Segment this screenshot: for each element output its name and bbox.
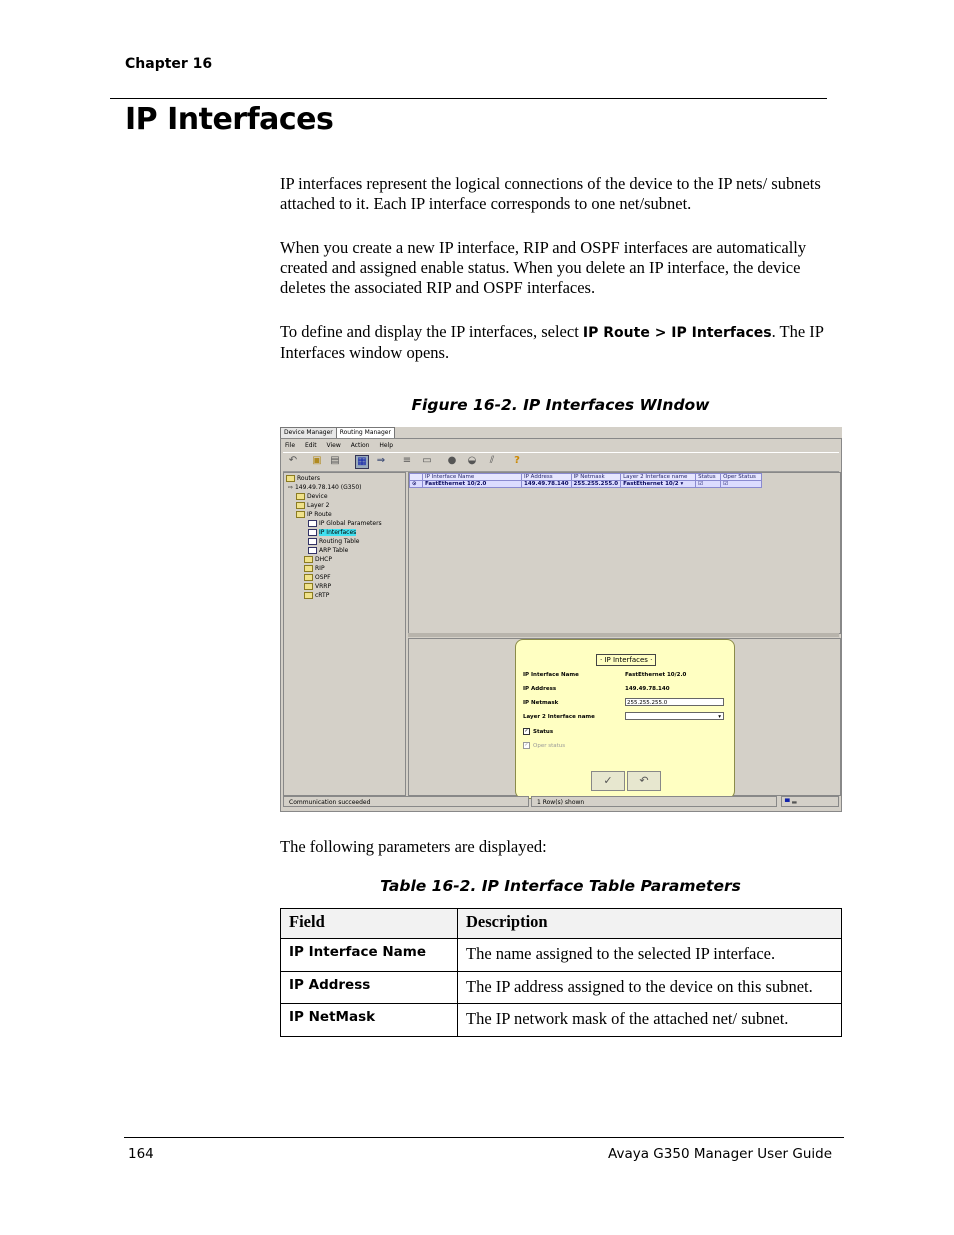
table-row: [281, 1004, 842, 1037]
layer2-label: Layer 2 Interface name: [523, 714, 595, 720]
folder-icon: [304, 565, 313, 572]
tree-rip[interactable]: RIP: [304, 565, 325, 573]
col-ip-address[interactable]: IP Address: [522, 474, 572, 481]
stop-icon[interactable]: ●: [447, 455, 457, 466]
col-status[interactable]: Status: [696, 474, 721, 481]
connection-status: [781, 796, 839, 807]
col-ip-netmask[interactable]: IP Netmask: [571, 474, 621, 481]
footer-rule: [124, 1137, 844, 1138]
check-icon: ✓: [524, 742, 529, 748]
menu-view[interactable]: View: [326, 442, 341, 449]
tree-arp-table[interactable]: ARP Table: [308, 547, 348, 555]
tree-device-node[interactable]: ⇨ 149.49.78.140 (G350): [288, 484, 362, 491]
tree-routing-table[interactable]: Routing Table: [308, 538, 359, 546]
folder-icon: [296, 502, 305, 509]
table-caption: Table 16-2. IP Interface Table Parameters: [380, 877, 741, 895]
navigate-icon[interactable]: ⇒: [376, 455, 386, 466]
header-rule: [110, 98, 827, 99]
page-icon: [308, 529, 317, 536]
tab-routing-manager[interactable]: Routing Manager: [336, 427, 395, 438]
interfaces-table-pane: [408, 472, 841, 634]
page-number: 164: [128, 1146, 154, 1162]
folder-icon: [304, 592, 313, 599]
status-message: Communication succeeded: [283, 796, 529, 807]
folder-icon: [296, 493, 305, 500]
header-description: Description: [458, 909, 842, 939]
menu-bar: [283, 441, 839, 451]
ip-interface-form: [515, 639, 735, 799]
cell-layer2-interface[interactable]: FastEthernet 10/2 ▾: [621, 481, 696, 488]
cell-ip-address[interactable]: 149.49.78.140: [522, 481, 572, 488]
address-label: IP Address: [523, 686, 557, 692]
cell-oper-status-checkbox: ☑: [721, 481, 762, 488]
field-cell: IP Address: [281, 971, 458, 1004]
cell-ip-interface-name[interactable]: FastEthernet 10/2.0: [423, 481, 522, 488]
page-icon: [308, 520, 317, 527]
copy-icon[interactable]: ▣: [312, 455, 322, 466]
checkmark-icon: ✓: [603, 774, 613, 787]
table-view-icon[interactable]: ▦: [355, 455, 369, 469]
guide-title: Avaya G350 Manager User Guide: [608, 1146, 832, 1162]
create-delete-paragraph: When you create a new IP interface, RIP and OSPF interfaces are automatically created and assigned enable status. When you delete an IP interface, the device deletes the associated RIP and OSPF interfaces.: [280, 238, 807, 297]
toolbar: [283, 452, 839, 472]
menu-file[interactable]: File: [285, 442, 296, 449]
page-icon: [308, 547, 317, 554]
app-frame: [280, 438, 842, 812]
chevron-down-icon: ▾: [718, 714, 721, 720]
undo-icon[interactable]: ↶: [288, 455, 298, 466]
header-field: Field: [281, 909, 458, 939]
menu-edit[interactable]: Edit: [304, 442, 317, 449]
description-cell: The name assigned to the selected IP interface.: [458, 939, 842, 972]
oper-status-checkbox: ✓ Oper status: [524, 742, 566, 749]
page-icon: [308, 538, 317, 545]
edit-row-icon[interactable]: ▭: [422, 455, 432, 466]
undo-icon: ↶: [639, 774, 649, 787]
tree-crtp[interactable]: cRTP: [304, 592, 329, 600]
interfaces-grid: [409, 473, 762, 488]
folder-icon: [304, 556, 313, 563]
tree-layer2[interactable]: Layer 2: [296, 502, 329, 510]
chevron-down-icon: ▾: [680, 481, 684, 487]
figure-caption: Figure 16-2. IP Interfaces WIndow: [411, 396, 710, 414]
navigation-paragraph: [280, 322, 850, 363]
cell-ip-netmask[interactable]: 255.255.255.0: [571, 481, 621, 488]
name-label: IP Interface Name: [523, 672, 579, 678]
chapter-label: Chapter 16: [125, 56, 213, 72]
nav-text-after: . The IP Interfaces window opens.: [280, 322, 824, 362]
tree-vrrp[interactable]: VRRP: [304, 583, 331, 591]
netmask-label: IP Netmask: [523, 700, 559, 706]
check-icon: ✓: [524, 728, 529, 734]
broom-icon[interactable]: ⫽: [489, 455, 495, 466]
field-cell: IP NetMask: [281, 1004, 458, 1037]
pane-splitter[interactable]: [408, 633, 839, 637]
table-row[interactable]: [410, 481, 762, 488]
table-row: [281, 971, 842, 1004]
rollback-button[interactable]: [627, 771, 661, 791]
status-checkbox[interactable]: ✓ Status: [524, 728, 554, 735]
add-row-icon[interactable]: ≡: [402, 455, 412, 466]
parameters-intro: The following parameters are displayed:: [280, 837, 547, 856]
menu-help[interactable]: Help: [379, 442, 394, 449]
tree-device[interactable]: Device: [296, 493, 328, 501]
form-pane: [408, 638, 841, 796]
refresh-icon[interactable]: ◒: [467, 455, 477, 466]
computer-icon: ▀: [785, 799, 790, 806]
cable-icon: ▬: [791, 799, 798, 806]
nav-text-before: To define and display the IP interfaces, select: [280, 322, 583, 341]
description-cell: The IP network mask of the attached net/ subnet.: [458, 1004, 842, 1037]
menu-action[interactable]: Action: [350, 442, 370, 449]
tab-device-manager[interactable]: Device Manager: [280, 427, 337, 438]
folder-icon: [286, 475, 295, 482]
tree-ip-global-parameters[interactable]: IP Global Parameters: [308, 520, 382, 528]
paste-icon[interactable]: ▤: [330, 455, 340, 466]
col-layer2-interface[interactable]: Layer 2 Interface name: [621, 474, 696, 481]
name-value: FastEthernet 10/2.0: [625, 672, 687, 678]
form-title: · IP Interfaces ·: [596, 654, 656, 666]
tree-dhcp[interactable]: DHCP: [304, 556, 332, 564]
table-row: [281, 939, 842, 972]
description-cell: The IP address assigned to the device on this subnet.: [458, 971, 842, 1004]
field-cell: IP Interface Name: [281, 939, 458, 972]
address-value: 149.49.78.140: [625, 686, 670, 692]
manager-tabs: [280, 427, 394, 438]
cell-status-checkbox[interactable]: ☑: [696, 481, 721, 488]
layer2-select[interactable]: [625, 712, 724, 720]
col-oper-status[interactable]: Oper Status: [721, 474, 762, 481]
page-title: IP Interfaces: [125, 102, 334, 137]
tree-ip-interfaces[interactable]: IP Interfaces: [308, 529, 356, 537]
tree-routers[interactable]: Routers: [286, 475, 320, 483]
router-icon: ⇨: [288, 484, 295, 491]
tree-ip-route[interactable]: IP Route: [296, 511, 332, 519]
ip-interfaces-window-screenshot: [280, 427, 842, 811]
folder-icon: [304, 583, 313, 590]
folder-icon: [296, 511, 305, 518]
row-selected-icon: ⊙: [410, 481, 423, 488]
row-count: 1 Row(s) shown: [531, 796, 777, 807]
parameters-table: [280, 908, 842, 1037]
intro-paragraph: IP interfaces represent the logical connections of the device to the IP nets/ subnets attached to it. Each IP interface corresponds to one net/subnet.: [280, 174, 821, 213]
tree-ospf[interactable]: OSPF: [304, 574, 331, 582]
apply-button[interactable]: [591, 771, 625, 791]
navigation-tree: [283, 472, 406, 796]
menu-path: IP Route > IP Interfaces: [582, 325, 772, 341]
col-ip-interface-name[interactable]: IP Interface Name: [423, 474, 522, 481]
folder-icon: [304, 574, 313, 581]
netmask-field[interactable]: 255.255.255.0: [625, 698, 724, 706]
help-icon[interactable]: ?: [514, 455, 520, 466]
